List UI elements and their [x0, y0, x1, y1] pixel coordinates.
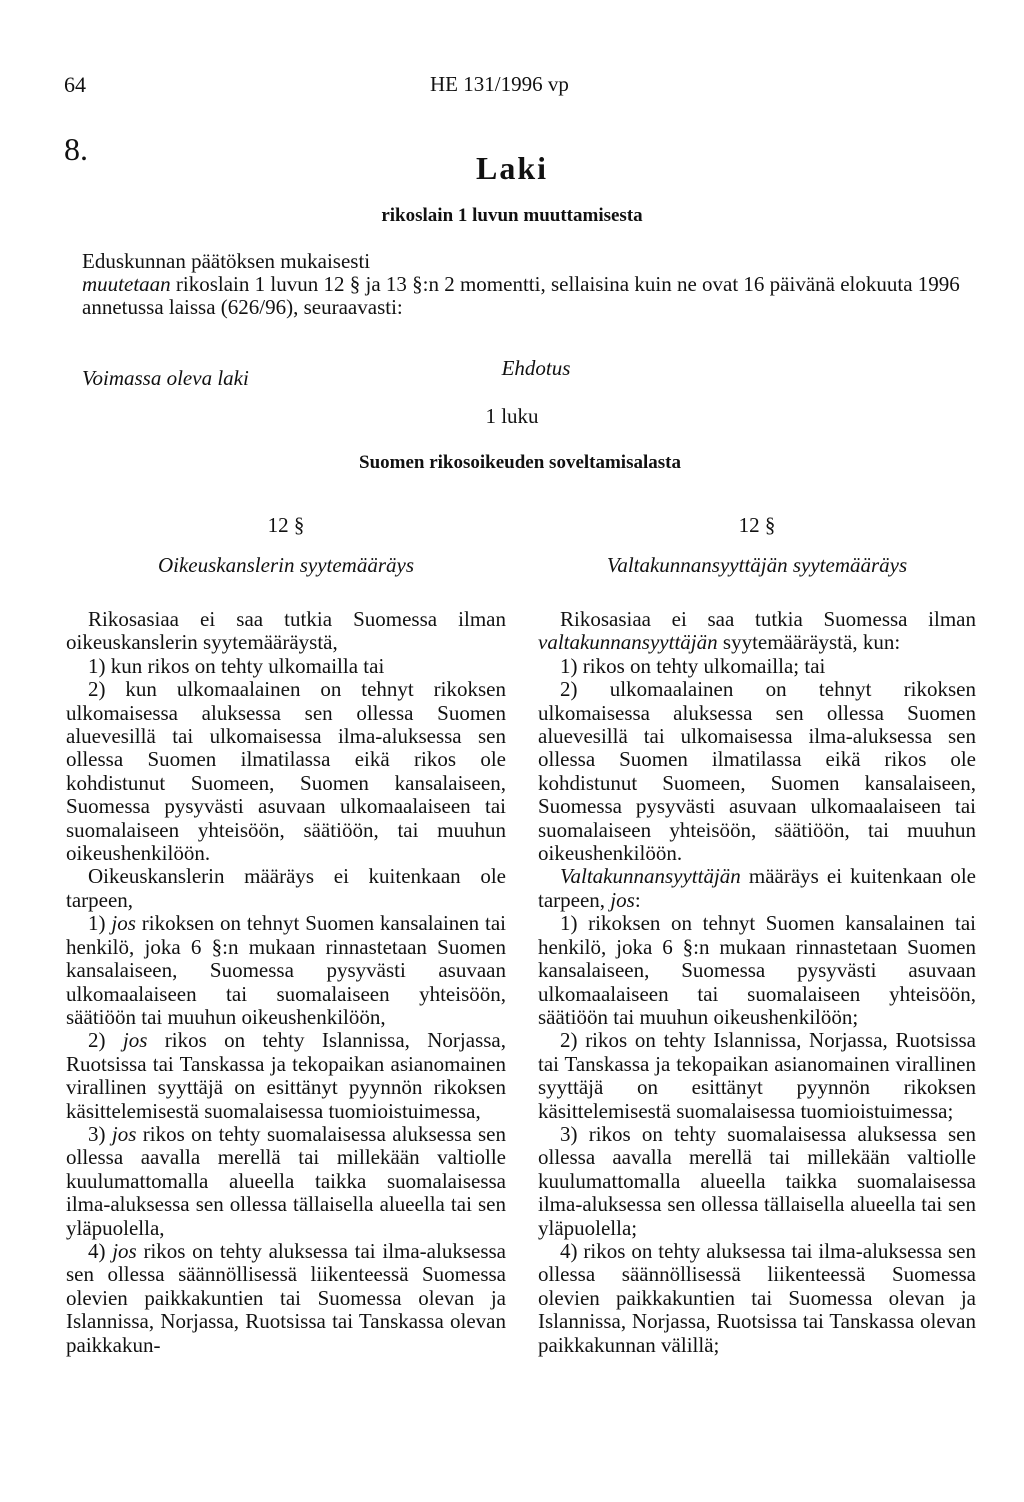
current-law-heading: Voimassa oleva laki — [82, 366, 249, 390]
current-law-column — [66, 514, 506, 1357]
item-keyword: jos — [111, 1121, 137, 1146]
paragraph-emphasis: Valtakunnansyyttäjän — [560, 864, 741, 889]
enactment-verb: muutetaan — [82, 272, 171, 296]
list-item — [66, 912, 506, 1029]
list-item: 2) ulkomaalainen on tehnyt rikoksen ulkomaisessa aluksessa sen ollessa Suomen aluevesillä tai ulkomaisessa ilma-aluksessa sen ollessa Suomen ilmatilassa eikä rikos ole kohdistunut Suomeen, Suomen kansalaiseen, Suomessa pysyvästi asuvaan ulkomaalaiseen tai suomalaiseen yhteisöön, säätiöön, tai muuhun oikeushenkilöön. — [538, 677, 976, 866]
item-keyword: jos — [111, 911, 136, 936]
page-number: 64 — [64, 72, 86, 97]
paragraph — [538, 865, 976, 912]
paragraph-emphasis: valtakunnansyyttäjän — [538, 630, 718, 655]
item-number: 1) — [88, 911, 112, 936]
item-number: 2) — [88, 1028, 123, 1053]
document-reference: HE 131/1996 vp — [430, 72, 569, 96]
item-number: 4) — [88, 1238, 113, 1263]
enactment-body — [82, 273, 977, 319]
item-text: rikoksen on tehnyt Suomen kansalainen tai henkilö, joka 6 §:n mukaan rinnastetaan Suomen kansalaiseen, Suomessa pysyvästi asuvaan ulkomaalaiseen tai suomalaiseen yhteisöön, säätiöön tai muuhun oikeushenkilöön, — [66, 911, 506, 1029]
paragraph — [538, 608, 976, 655]
list-item: 3) rikos on tehty suomalaisessa aluksessa sen ollessa aavalla merellä tai millekään valtiolle kuulumattomalla alueella taikka suomalaisessa ilma-aluksessa sen ollessa tällaisella alueella tai sen yläpuolella; — [538, 1121, 976, 1240]
proposal-column — [538, 514, 976, 1357]
enactment-clause — [82, 250, 977, 319]
list-item — [66, 1123, 506, 1240]
enactment-text: rikoslain 1 luvun 12 § ja 13 §:n 2 momentti, sellaisina kuin ne ovat 16 päivänä elokuuta 1996 annetussa laissa (626/96), seuraavasti: — [82, 272, 960, 319]
list-item — [66, 1029, 506, 1123]
paragraph: Oikeuskanslerin määräys ei kuitenkaan ole tarpeen, — [66, 864, 506, 912]
enactment-intro: Eduskunnan päätöksen mukaisesti — [82, 249, 371, 273]
paragraph-text: : — [634, 887, 641, 912]
list-item: 1) kun rikos on tehty ulkomailla tai — [88, 653, 385, 678]
list-item — [66, 1240, 506, 1357]
chapter-label: 1 luku — [485, 404, 539, 428]
list-item: 2) rikos on tehty Islannissa, Norjassa, Ruotsissa tai Tanskassa ja tekopaikan asianomainen virallinen syyttäjä on esittänyt pyynnön rikoksen käsittelemisestä suomalaisessa tuomioistuimessa; — [538, 1028, 976, 1123]
item-text: rikos on tehty suomalaisessa aluksessa sen ollessa aavalla merellä tai millekään valtiolle kuulumattomalla alueella taikka suomalaisessa ilma-aluksessa sen ollessa tällaisella alueella tai sen yläpuolella, — [66, 1121, 506, 1240]
section-title: Valtakunnansyyttäjän syytemääräys — [606, 553, 908, 577]
paragraph-text: Rikosasiaa ei saa tutkia Suomessa ilman — [560, 607, 976, 631]
item-keyword: jos — [610, 887, 635, 912]
item-number: 3) — [88, 1121, 112, 1146]
section-number: 12 § — [738, 513, 776, 537]
proposal-heading: Ehdotus — [501, 356, 571, 380]
chapter-title: Suomen rikosoikeuden soveltamisalasta — [359, 452, 681, 473]
list-item: 4) rikos on tehty aluksessa tai ilma-aluksessa sen ollessa säännöllisessä liikenteessä Suomessa olevien paikkakuntien tai Suomessa olevan ja Islannissa, Norjassa, Ruotsissa tai Tanskassa olevan paikkakunnan välillä; — [538, 1238, 976, 1357]
section-title: Oikeuskanslerin syytemääräys — [157, 553, 415, 577]
law-title: Laki — [475, 150, 549, 186]
item-text: rikos on tehty Islannissa, Norjassa, Ruotsissa tai Tanskassa ja tekopaikan asianomainen virallinen syyttäjä on esittänyt pyynnön rikoksen käsittelemisestä suomalaisessa tuomioistuimessa, — [66, 1028, 506, 1123]
paragraph-text: määräys ei kuitenkaan ole tarpeen, — [538, 864, 976, 912]
item-keyword: jos — [112, 1238, 137, 1263]
paragraph-text: syytemääräystä, kun: — [717, 630, 901, 655]
list-item: 1) rikos on tehty ulkomailla; tai — [560, 653, 826, 678]
law-number: 8. — [64, 131, 88, 167]
list-item: 1) rikoksen on tehnyt Suomen kansalainen tai henkilö, joka 6 §:n mukaan rinnastetaan Suomen kansalaiseen, Suomessa pysyvästi asuvaan ulkomaalaiseen tai suomalaiseen yhteisöön, säätiöön tai muuhun oikeushenkilöön; — [538, 911, 976, 1029]
law-subtitle: rikoslain 1 luvun muuttamisesta — [381, 205, 643, 226]
item-keyword: jos — [122, 1028, 148, 1053]
paragraph: Rikosasiaa ei saa tutkia Suomessa ilman oikeuskanslerin syytemääräystä, — [66, 607, 506, 655]
section-number: 12 § — [267, 513, 305, 537]
item-text: rikos on tehty aluksessa tai ilma-aluksessa sen ollessa säännöllisessä liikenteessä Suomessa olevien paikkakuntien tai Suomessa olevan ja Islannissa, Norjassa, Ruotsissa tai Tanskassa olevan paikkakun- — [66, 1238, 506, 1357]
list-item: 2) kun ulkomaalainen on tehnyt rikoksen ulkomaisessa aluksessa sen ollessa Suomen aluevesillä tai ulkomaisessa ilma-aluksessa sen ollessa Suomen ilmatilassa eikä rikos ole kohdistunut Suomeen, Suomen kansalaiseen, Suomessa pysyvästi asuvaan ulkomaalaiseen tai suomalaiseen yhteisöön, säätiöön, tai muuhun oikeushenkilöön. — [66, 677, 506, 866]
